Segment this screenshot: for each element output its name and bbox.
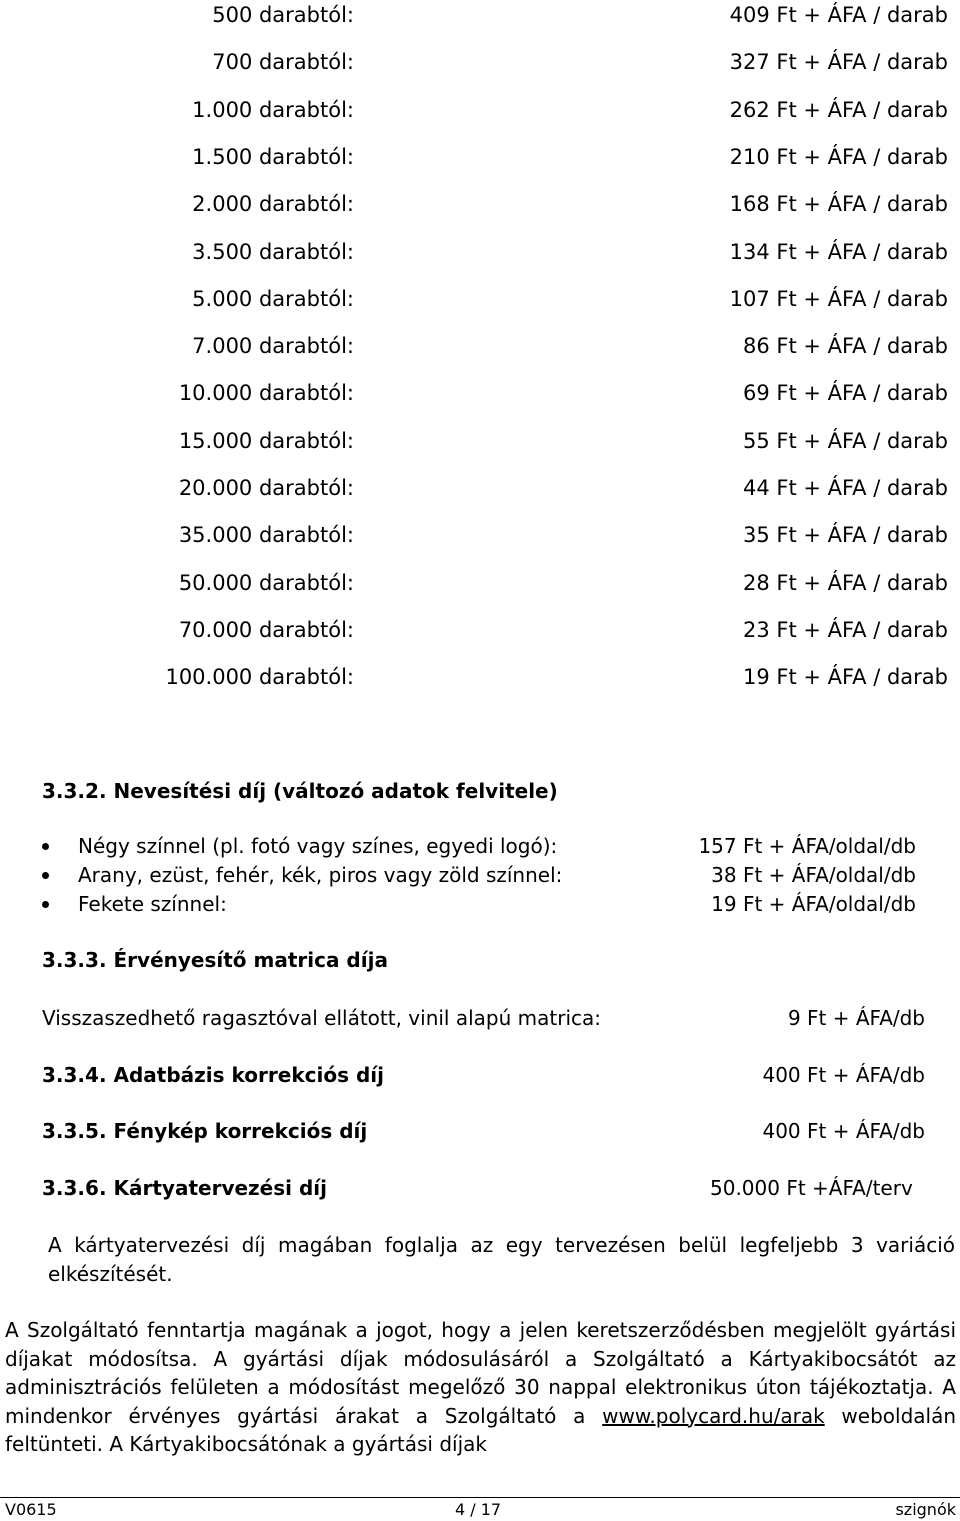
price-tier-quantity: 2.000 darabtól:	[192, 192, 354, 216]
price-tier-price: 28 Ft + ÁFA / darab	[743, 571, 948, 595]
bullet-icon	[42, 843, 49, 850]
price-tier-price: 35 Ft + ÁFA / darab	[743, 523, 948, 547]
naming-fee-heading: 3.3.2. Nevesítési díj (változó adatok felvitele)	[42, 779, 558, 803]
validation-sticker-price: 9 Ft + ÁFA/db	[787, 1006, 925, 1030]
photo-correction-heading: 3.3.5. Fénykép korrekciós díj	[42, 1119, 368, 1143]
bullet-icon	[42, 872, 49, 879]
database-correction-price: 400 Ft + ÁFA/db	[762, 1063, 925, 1087]
price-tier-quantity: 7.000 darabtól:	[192, 334, 354, 358]
price-list-link[interactable]: www.polycard.hu/arak	[602, 1403, 825, 1428]
footer-divider	[0, 1497, 960, 1498]
price-tier-price: 168 Ft + ÁFA / darab	[729, 192, 948, 216]
price-tier-price: 210 Ft + ÁFA / darab	[729, 145, 948, 169]
footer-page-number: 4 / 17	[455, 1500, 502, 1519]
price-tier-quantity: 15.000 darabtól:	[178, 429, 354, 453]
price-tier-quantity: 35.000 darabtól:	[178, 523, 354, 547]
footer-signatures: szignók	[895, 1500, 956, 1519]
price-tier-price: 69 Ft + ÁFA / darab	[743, 381, 948, 405]
price-tier-quantity: 3.500 darabtól:	[192, 240, 354, 264]
card-design-price: 50.000 Ft +ÁFA/terv	[710, 1176, 913, 1200]
footer-version: V0615	[5, 1500, 57, 1519]
price-tier-price: 107 Ft + ÁFA / darab	[729, 287, 948, 311]
price-tier-price: 409 Ft + ÁFA / darab	[729, 3, 948, 27]
naming-fee-item-label: Fekete színnel:	[78, 892, 227, 916]
naming-fee-item-price: 38 Ft + ÁFA/oldal/db	[711, 863, 916, 887]
card-design-note: A kártyatervezési díj magában foglalja az egy tervezésen belül legfeljebb 3 variáció elkészítését.	[48, 1233, 955, 1286]
naming-fee-item-price: 157 Ft + ÁFA/oldal/db	[698, 834, 916, 858]
naming-fee-item-label: Négy színnel (pl. fotó vagy színes, egyedi logó):	[78, 834, 558, 858]
price-tier-quantity: 70.000 darabtól:	[178, 618, 354, 642]
price-tier-price: 327 Ft + ÁFA / darab	[729, 50, 948, 74]
closing-paragraph-text: A Szolgáltató fenntartja magának a jogot, hogy a jelen keretszerződésben megjelölt gyártási díjakat módosítsa. A gyártási díjak módosulásáról a Szolgáltató a Kártyakibocsátót az adminisztrációs felületen a módosítást megelőző 30 nappal elektronikus úton tájékoztatja. A mindenkor érvényes gyártási árakat a Szolgáltató a	[5, 1318, 956, 1428]
price-tier-price: 55 Ft + ÁFA / darab	[743, 429, 948, 453]
price-tier-quantity: 500 darabtól:	[212, 3, 354, 27]
naming-fee-item-label: Arany, ezüst, fehér, kék, piros vagy zöld színnel:	[78, 863, 563, 887]
database-correction-heading: 3.3.4. Adatbázis korrekciós díj	[42, 1063, 384, 1087]
price-tier-price: 19 Ft + ÁFA / darab	[743, 665, 948, 689]
closing-paragraph-text-end: weboldalán feltünteti. A Kártyakibocsátónak a gyártási díjak	[5, 1403, 956, 1456]
price-tier-price: 86 Ft + ÁFA / darab	[743, 334, 948, 358]
price-tier-quantity: 5.000 darabtól:	[192, 287, 354, 311]
validation-sticker-label: Visszaszedhető ragasztóval ellátott, vinil alapú matrica:	[42, 1006, 601, 1030]
bullet-icon	[42, 901, 49, 908]
price-tier-quantity: 1.000 darabtól:	[192, 98, 354, 122]
photo-correction-price: 400 Ft + ÁFA/db	[762, 1119, 925, 1143]
price-tier-quantity: 700 darabtól:	[212, 50, 354, 74]
price-tier-quantity: 1.500 darabtól:	[192, 145, 354, 169]
price-tier-price: 44 Ft + ÁFA / darab	[743, 476, 948, 500]
price-tier-quantity: 50.000 darabtól:	[178, 571, 354, 595]
price-tier-quantity: 100.000 darabtól:	[165, 665, 354, 689]
price-tier-price: 23 Ft + ÁFA / darab	[743, 618, 948, 642]
closing-paragraph	[5, 1316, 956, 1461]
price-tier-quantity: 10.000 darabtól:	[178, 381, 354, 405]
validation-sticker-heading: 3.3.3. Érvényesítő matrica díja	[42, 948, 388, 972]
naming-fee-item-price: 19 Ft + ÁFA/oldal/db	[711, 892, 916, 916]
card-design-heading: 3.3.6. Kártyatervezési díj	[42, 1176, 327, 1200]
price-tier-price: 262 Ft + ÁFA / darab	[729, 98, 948, 122]
price-tier-price: 134 Ft + ÁFA / darab	[729, 240, 948, 264]
price-tier-quantity: 20.000 darabtól:	[178, 476, 354, 500]
